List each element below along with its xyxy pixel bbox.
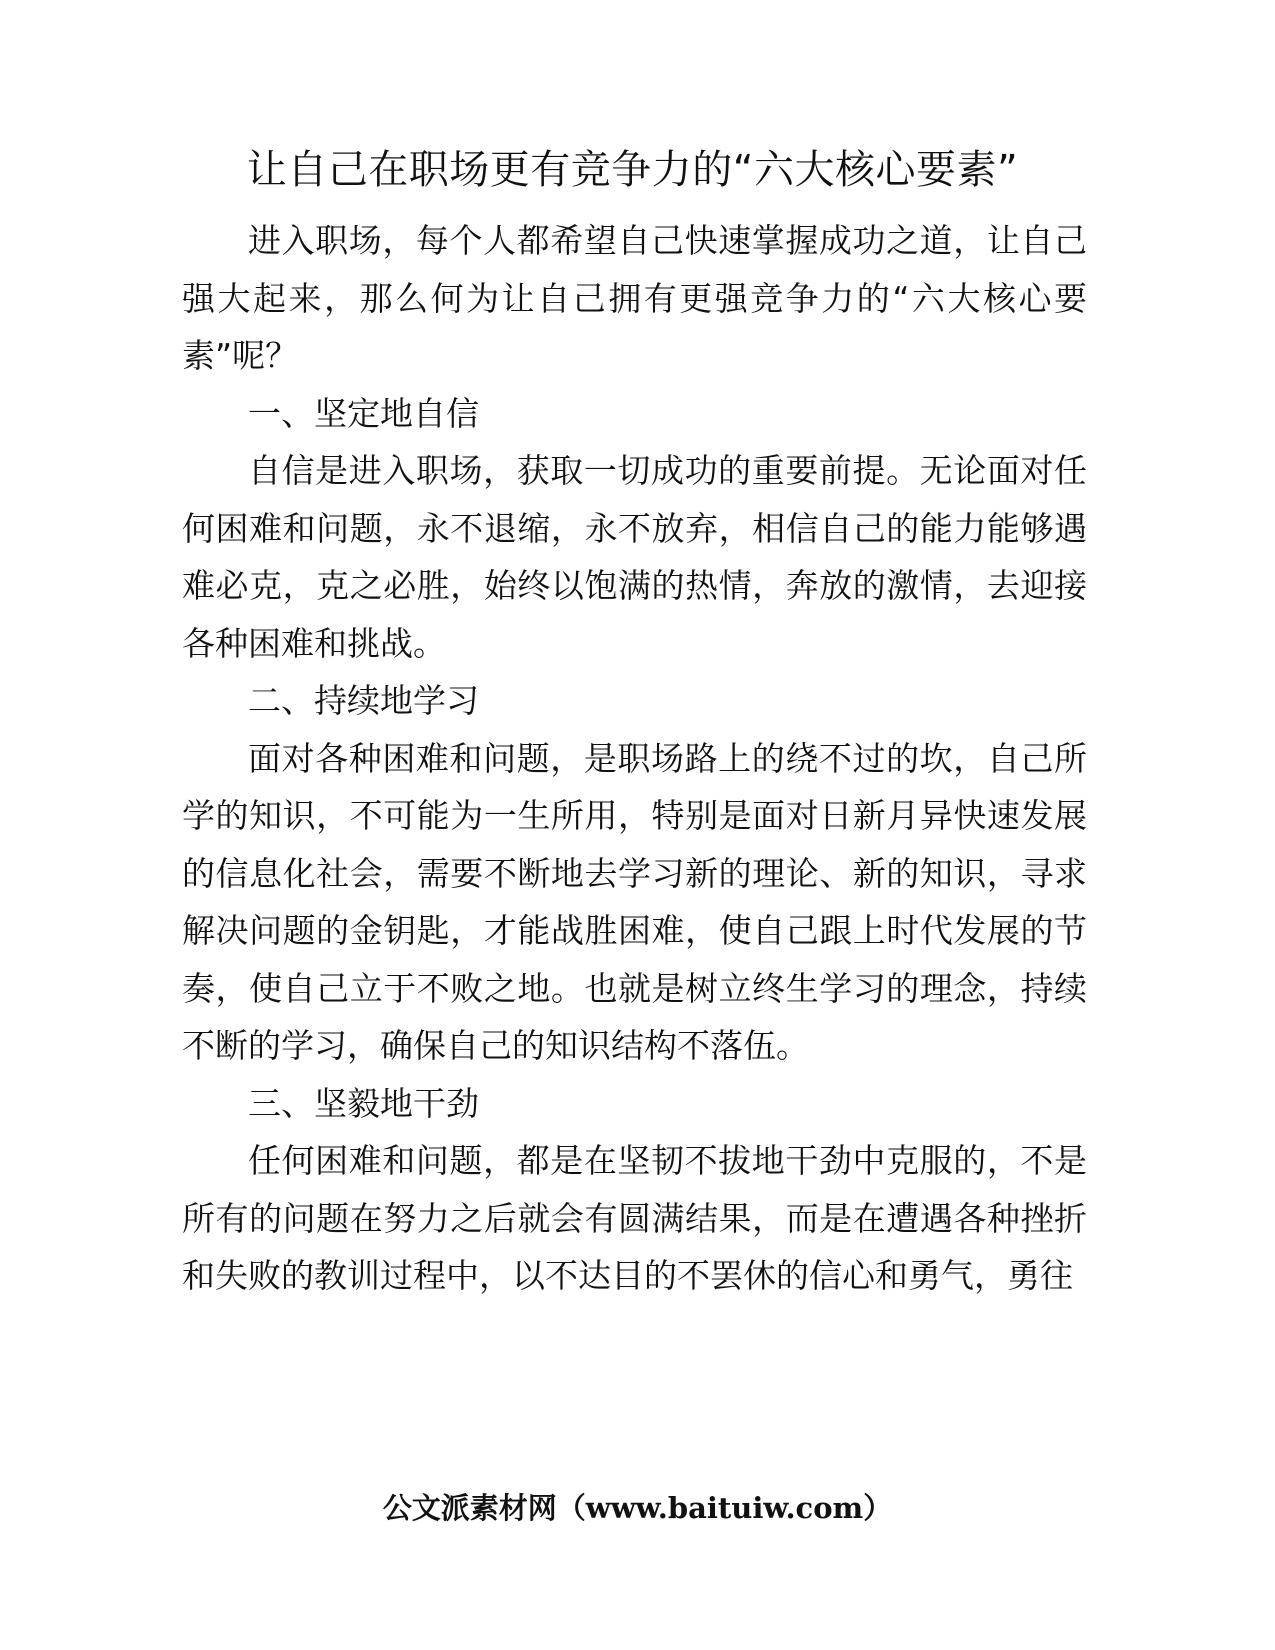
document-title: 让自己在职场更有竞争力的“六大核心要素”	[246, 147, 1019, 193]
page-footer: 公文派素材网（www.baituiw.com）	[382, 1491, 893, 1525]
section-paragraph-1: 自信是进入职场，获取一切成功的重要前提。无论面对任何困难和问题，永不退缩，永不放弃，相信自己的能力能够遇难必克，克之必胜，始终以饱满的热情，奔放的激情，去迎接各种困难和挑战。	[182, 451, 1087, 663]
section-paragraph-3: 任何困难和问题，都是在坚韧不拔地干劲中克服的，不是所有的问题在努力之后就会有圆满结果，而是在遭遇各种挫折和失败的教训过程中，以不达目的不罢休的信心和勇气，勇往	[182, 1141, 1087, 1295]
section-heading-3: 三、坚毅地干劲	[248, 1083, 479, 1123]
section-heading-2: 二、持续地学习	[248, 681, 479, 720]
section-heading-1: 一、坚定地自信	[248, 393, 479, 433]
section-paragraph-2: 面对各种困难和问题，是职场路上的绕不过的坎，自己所学的知识，不可能为一生所用，特别是面对日新月异快速发展的信息化社会，需要不断地去学习新的理论、新的知识，寻求解决问题的金钥匙，才能战胜困难，使自己跟上时代发展的节奏，使自己立于不败之地。也就是树立终生学习的理念，持续不断的学习，确保自己的知识结构不落伍。	[182, 738, 1087, 1065]
intro-paragraph: 进入职场，每个人都希望自己快速掌握成功之道，让自己强大起来，那么何为让自己拥有更强竞争力的“六大核心要素”呢？	[182, 221, 1087, 375]
document-body	[182, 212, 1087, 1305]
